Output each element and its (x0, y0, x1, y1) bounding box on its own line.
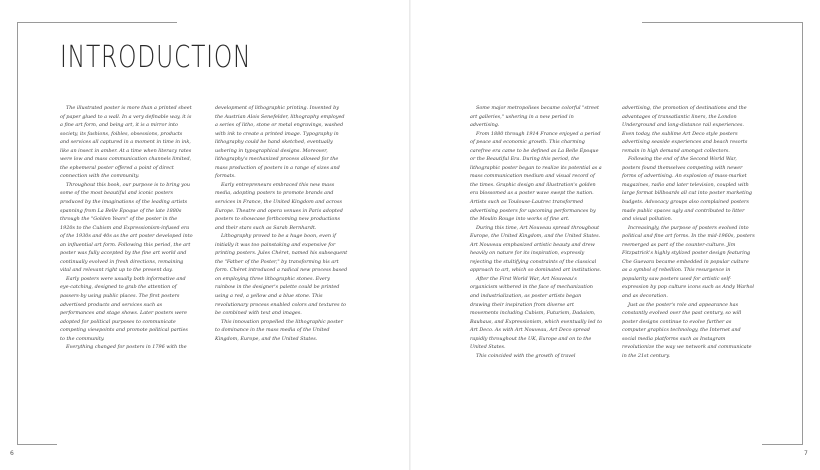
frame-line-left-top (17, 22, 177, 23)
paragraph: Just as the poster's role and appearance has constantly evolved over the past century, so will poster designs continue to evolve further as computer graphics technology, the Internet and social media platforms such as Instagram revolutionize the way we network and communicate in the 21st century. (622, 301, 752, 359)
paragraph: Following the end of the Second World War, posters found themselves competing with newer forms of advertising. An explosion of mass-market magazines, radio and later television, coupled with large format billboards all cut into poster marketing budgets. Advocacy groups also complained posters made public spaces ugly and contributed to litter and visual pollution. (622, 156, 752, 223)
page-title: INTRODUCTION (60, 40, 252, 75)
paragraph: Early entrepreneurs embraced this new mass media, adopting posters to promote brands and services in France, the United Kingdom and across Europe. Theatre and opera venues in Paris adopted posters to showcase forthcoming new productions and their stars such as Sarah Bernhardt. (215, 181, 343, 231)
frame-line-right-top (642, 22, 802, 23)
page-number-right: 7 (804, 450, 808, 457)
frame-line-right-bottom (762, 444, 802, 445)
paragraph: Everything changed for posters in 1796 with the (66, 344, 187, 351)
text-column-4 (622, 104, 755, 360)
paragraph: advertising, the promotion of destinations and the advantages of transatlantic liners, the London Underground and long-distance rail experiences. Even today, the sublime Art Deco style posters advertising seaside experiences and beach resorts remain in high demand amongst collectors. (622, 105, 748, 154)
paragraph: From 1880 through 1914 France enjoyed a period of peace and economic growth. This charming carefree era came to be defined as La Belle Époque or the Beautiful Era. During this period, the lithographic poster began to realize its potential as a mass communication medium and visual record of the times. Graphic design and illustration's golden era blossomed as a poster wave swept the nation. Artists such as Toulouse-Lautrec transformed advertising posters for upcoming performances by the Moulin Rouge into works of fine art. (470, 130, 602, 223)
frame-line-right-vertical (802, 22, 803, 445)
paragraph: During this time, Art Nouveau spread throughout Europe, the United Kingdom, and the United States. Art Nouveau emphasized artistic beauty and drew heavily on nature for its inspiration, expressly rejecting the stultifying constraints of the classical approach to art, which so dominated art institutions. (470, 224, 602, 274)
text-column-3 (470, 104, 603, 360)
paragraph: Some major metropolises became colorful "street art galleries," ushering in a new period in advertising. (470, 105, 599, 129)
text-column-2 (215, 104, 348, 343)
paragraph: development of lithographic printing. Invented by the Austrian Alois Senefelder, lithography employed a series of litho, stone or metal engravings, washed with ink to create a printed image. Typography in lithography could be hand sketched, eventually ushering in typographical designs. Moreover, lithography's mechanized process allowed for the mass production of posters in a range of sizes and formats. (215, 105, 345, 180)
frame-line-left-bottom (17, 444, 57, 445)
page-gutter (409, 0, 411, 470)
page-number-left: 6 (10, 450, 14, 457)
paragraph: Lithography proved to be a huge boon, even if initially it was too painstaking and expensive for printing posters. Jules Chéret, named his subsequent the "Father of the Poster," by transforming his art form. Chéret introduced a radical new process based on employing three lithographic stones. Every rainbow in the designer's palette could be printed using a red, a yellow and a blue stone. This revolutionary process enabled colors and textures to be combined with text and images. (215, 233, 348, 317)
text-column-1 (60, 104, 193, 352)
paragraph: Increasingly, the purpose of posters evolved into political and fine art forms. In the mid-1960s, posters reemerged as part of the counter-culture. Jim Fitzpatrick's highly stylized poster design featuring Che Guevara became embedded in popular culture as a symbol of rebellion. This resurgence in popularity saw posters used for artistic self-expression by pop culture icons such as Andy Warhol and as decoration. (622, 224, 755, 300)
paragraph: The illustrated poster is more than a printed sheet of paper glued to a wall. In a very definable way, it is a fine art form, and being art, it is a mirror into society, its fashions, foibles, obsessions, products and services all captured in a moment in time in ink, like an insect in amber. At a time when literacy rates were low and mass communication channels limited, the ephemeral poster offered a point of direct connection with the community. (60, 105, 192, 180)
frame-line-left-vertical (17, 22, 18, 445)
paragraph: Throughout this book, our purpose is to bring you some of the most beautiful and iconic posters produced by the imaginations of the leading artists spanning from La Belle Époque of the late 1880s through the "Golden Years" of the poster in the 1920s to the Cubism and Expressionism-infused era of the 1930s and 40s as the art poster developed into an influential art form. Following this period, the art poster was fully accepted by the fine art world and continually evolved in fresh directions, remaining vital and relevant right up to the present day. (60, 181, 193, 274)
paragraph: After the First World War, Art Nouveau's organicism withered in the face of mechanization and industrialization, as poster artists began drawing their inspiration from diverse art movements including Cubism, Futurism, Dadaism, Bauhaus, and Expressionism, which eventually led to Art Deco. As with Art Nouveau, Art Deco spread rapidly throughout the UK, Europe and on to the United States. (470, 275, 603, 351)
paragraph: This innovation propelled the lithographic poster to dominance in the mass media of the United Kingdom, Europe, and the United States. (215, 318, 343, 342)
paragraph: This coincided with the growth of travel (476, 352, 576, 359)
paragraph: Early posters were usually both informative and eye-catching, designed to grab the attention of passers-by using public places. The first posters advertised products and services such as performances and stage shows. Later posters were adopted for political purposes to communicate competing viewpoints and promote political parties to the community. (60, 275, 188, 342)
